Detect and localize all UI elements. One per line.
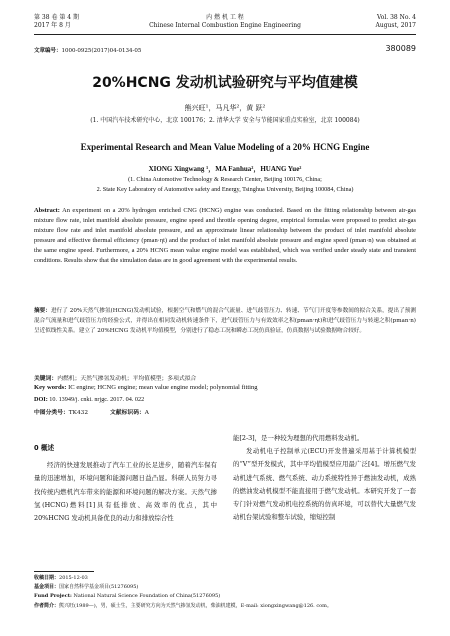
title-cn: 20%HCNG 发动机试验研究与平均值建模 [92,75,358,91]
header-rule [34,34,416,35]
keywords-cn [34,373,416,382]
section-heading: 0 概述 [34,444,55,452]
affiliation-cn: (1. 中国汽车技术研究中心，北京 100176；2. 清华大学 安全与节能国家重点实验室，北京 100084) [90,117,360,124]
doc-code-label: 文献标识码： [110,410,145,416]
keywords-cn-label: 关键词： [34,376,58,382]
abstract-en-label: Abstract: [34,207,60,214]
journal-name-cn: 内 燃 机 工 程 [206,14,244,21]
received-label: 收稿日期： [34,575,60,581]
author-bio-label: 作者简介： [34,602,60,609]
body-column-right [233,432,416,524]
footnote-fund-en [34,592,416,601]
affiliation-en-2: 2. State Key Laboratory of Automotive safety and Energy, Tsinghua University, Beijing 100084, China) [96,186,354,193]
received-date: 2015-12-03 [59,575,88,581]
doi-label: DOI: [34,396,48,403]
authors-en: XIONG Xingwang ¹，MA Fanhua²，HUANG Yue² [148,165,302,173]
body-column-left [34,442,217,525]
footnote-received [34,574,416,583]
document-code [110,407,149,416]
doc-code-value: A [144,410,149,416]
footnote-author [34,602,416,611]
fund-en-label: Fund Project: [34,593,72,600]
title-en: Experimental Research and Mean Value Modeling of a 20% HCNG Engine [80,142,370,152]
journal-name-en: Chinese Internal Combustion Engine Engineering [149,22,301,29]
authors-cn: 熊兴旺¹，马凡华²，黄 跃² [184,104,266,112]
volume-issue-en: Vol. 38 No. 4 [376,14,416,21]
body-paragraph: 能[2-3]，是一种较为理想的代用燃料发动机。 [233,434,364,442]
keywords-en [34,384,416,391]
fund-cn-label: 基金项目： [34,584,60,591]
fund-en-text: National Natural Science Foundation of China(51276095) [71,593,221,600]
journal-volume-en [376,14,416,30]
article-number-label: 文章编号： [34,48,62,54]
abstract-en-text: An experiment on a 20% hydrogen enriched CNG (HCNG) engine was conducted. Based on the fitting relationship between air-gas mixture flow rate, inlet manifold absolute pressure, engine speed and throttle opening degree, empirical formulas were proposed to predict air-gas mixture flow rate and inlet manifold absolute pressure, and an approximate linear relationship between the product of inlet manifold absolute pressure and effective thermal efficiency (pman·ηt) and the product of inlet manifold absolute pressure and engine speed (pman·n) was obtained at the same engine speed. Furthermore, a 20% HCNG mean value engine model was established, which was verified under steady state and transient conditions. Results show that the simulation datas are in good agreement with the experimental results. [34,207,416,264]
paper-id: 380089 [385,44,416,53]
author-bio-text: 熊兴旺(1989—)，男，硕士生，主要研究方向为天然气掺氢发动机，柴油机建模，E-mail: xiongxingwang@126. com。 [59,602,332,609]
keywords-cn-text: 内燃机；天然气掺氢发动机；平均值模型；多项式拟合 [57,376,197,382]
footnotes [34,574,416,611]
footnote-fund-cn [34,583,416,592]
body-paragraph: 经济的快速发展推动了汽车工业的长足进步，随着汽车保有量的迅速增加，环境问题和能源问题日益凸显。科研人员努力寻找传统内燃机汽车带来的能源和环境问题的解决方案。天然气掺氢(HCNG)燃料[1]具有低排放、高效率的优点，其中 20%HCNG 发动机具备优良的动力和排放综合性 [34,461,217,523]
body-paragraph: 发动机电子控制单元(ECU)开发普遍采用基于计算机模型的“V”型开发模式，其中平均值模型应用最广泛[4]。增压燃气发动机进气系统、燃气系统、动力系统特性异于燃油发动机，成熟的燃油发动机模型不能直接用于燃气发动机。本研究开发了一套专门针对燃气发动机电控系统的仿真环境，可以替代大量燃气发动机台架试验和整车试验，缩短控制 [233,447,416,522]
affiliation-en-1: (1. China Automotive Technology & Research Center, Beijing 100176, China; [128,176,322,183]
fund-cn-text: 国家自然科学基金项目(51276095) [59,584,139,591]
keywords-en-label: Key words: [34,384,67,391]
volume-issue: 第 38 卷 第 4 期 [34,14,79,21]
issue-date-cn: 2017 年 8 月 [34,22,71,29]
keywords-en-text: IC engine; HCNG engine; mean value engine model; polynomial fitting [66,384,258,391]
doi [34,396,416,403]
abstract-cn-text: 进行了 20%天然气掺氢(HCNG)发动机试验，根据空气和燃气的混合气流量、进气歧管压力、转速、节气门开度等参数间的拟合关系，提出了预测混合气流量和进气歧管压力的经验公式，并得出在相同发动机转速条件下，进气歧管压力与有效效率之积(pman·ηt)和进气歧管压力与转速之积(pman·n)呈近似线性关系。建立了 20%HCNG 发动机平均值模型，分别进行了稳态工况和瞬态工况仿真验证，仿真数据与试验数据吻合较好。 [34,308,416,334]
footnote-rule [34,571,94,572]
clc-label: 中图分类号： [34,410,69,416]
article-number-value: 1000-0925(2017)04-0134-05 [61,48,142,54]
abstract-cn [34,307,416,336]
clc-value: TK432 [68,410,89,416]
doi-value: 10. 13949/j. cnki. nrjgc. 2017. 04. 022 [47,396,145,403]
abstract-en [34,206,416,265]
abstract-cn-label: 摘要： [34,308,51,314]
journal-name [34,14,416,30]
clc-number [34,407,88,416]
article-number [34,46,141,54]
issue-date-en: August, 2017 [375,22,416,29]
